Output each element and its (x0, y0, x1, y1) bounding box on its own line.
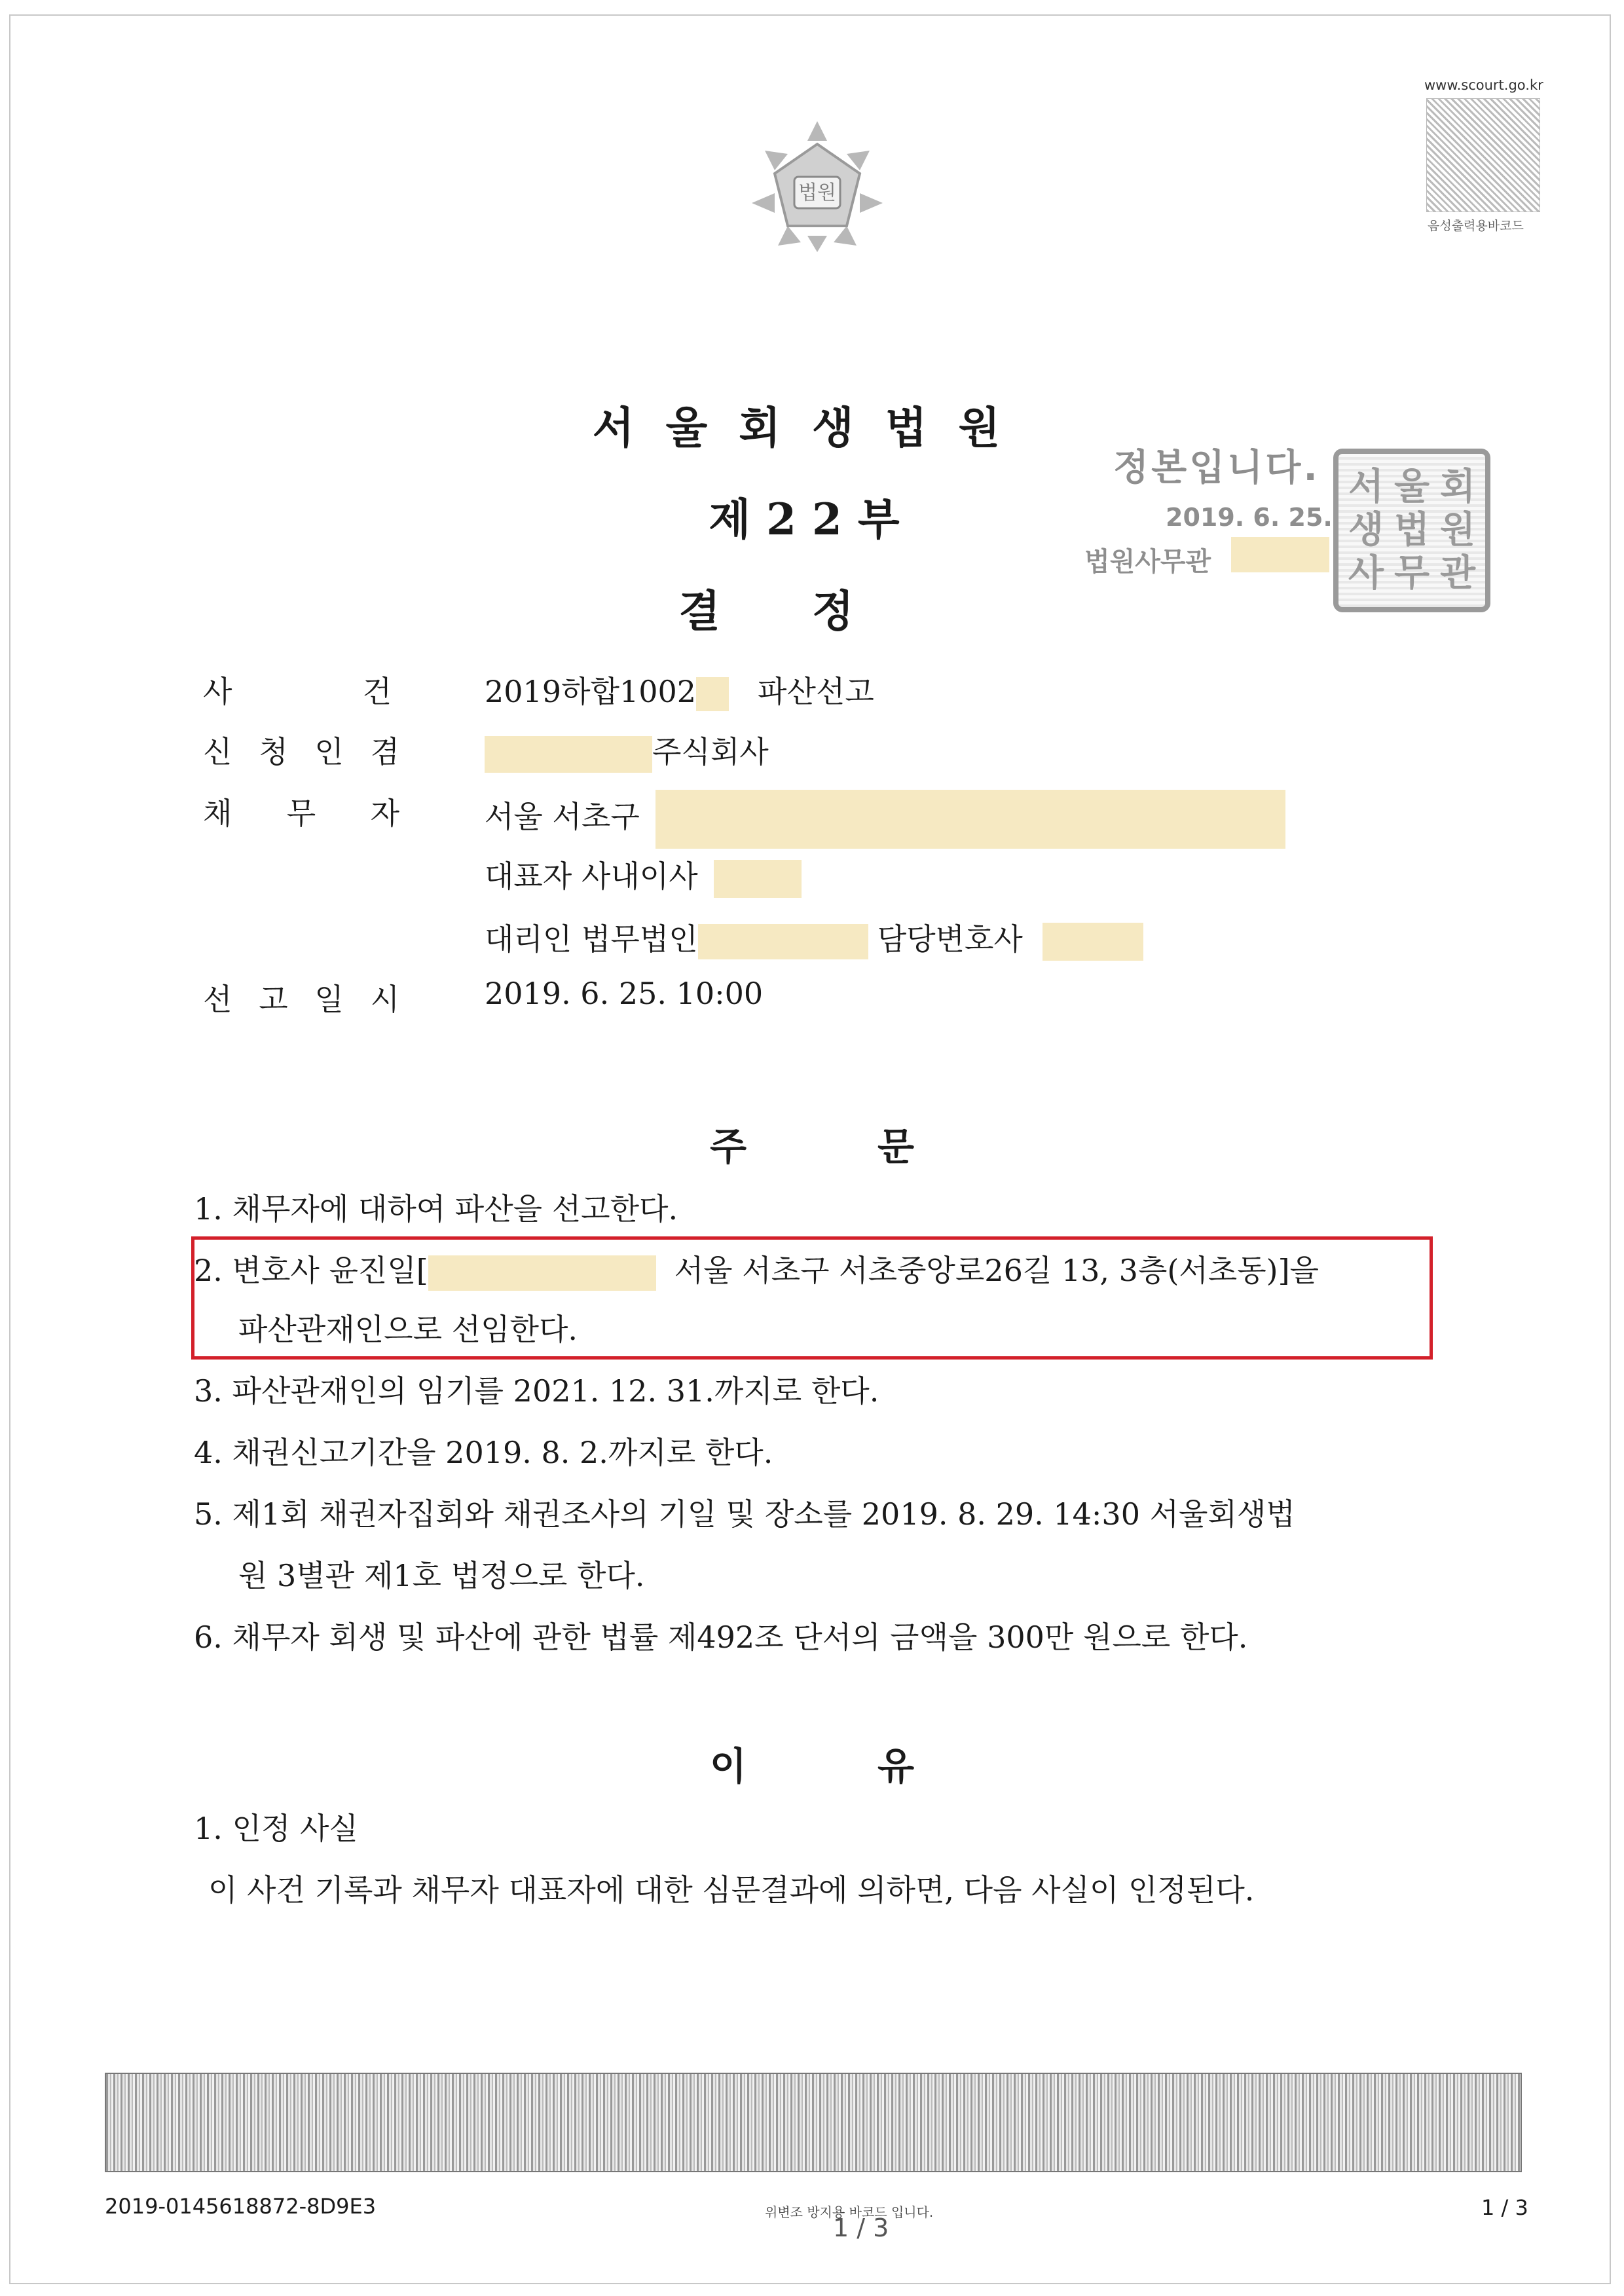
department: 제22부 (709, 494, 915, 545)
stamp-title: 정본입니다. (1113, 447, 1320, 489)
case-number: 2019하합1002 (485, 674, 697, 709)
redaction (1231, 537, 1329, 572)
label-case: 사 건 (203, 674, 392, 709)
emblem-text: 법원 (798, 181, 836, 204)
redaction (696, 677, 729, 711)
representative-row (485, 853, 802, 898)
seal-char: 무 (1393, 552, 1430, 595)
decision-title: 결정 (678, 585, 946, 637)
seal-char: 관 (1439, 552, 1476, 595)
page-number: 1 / 3 (1481, 2195, 1528, 2220)
order-item-2-cont: 파산관재인으로 선임한다. (238, 1312, 578, 1347)
redaction (485, 736, 652, 773)
agent-label: 대리인 법무법인 (485, 921, 698, 957)
stamp-office: 법원사무관 (1084, 547, 1211, 577)
document-number: 2019-0145618872-8D9E3 (105, 2194, 377, 2219)
applicant-row (485, 728, 769, 773)
debtor-address-row (485, 790, 1285, 849)
case-number-row (485, 668, 874, 711)
redaction (698, 924, 868, 959)
agent-row (485, 916, 1143, 961)
barcode-notice: 위변조 방지용 바코드 입니다. (765, 2204, 934, 2220)
seal-char: 울 (1393, 466, 1430, 508)
label-applicant: 신 청 인 겸 (203, 734, 399, 769)
reason-sub-1: 1. 인정 사실 (194, 1811, 358, 1846)
stamp-date: 2019. 6. 25. (1166, 503, 1333, 532)
representative-label: 대표자 사내이사 (485, 859, 698, 894)
qr-code (1426, 98, 1540, 212)
order-item-1: 1. 채무자에 대하여 파산을 선고한다. (194, 1191, 678, 1227)
court-name: 서울회생법원 (592, 402, 1032, 453)
seal-char: 사 (1348, 552, 1384, 595)
applicant-suffix: 주식회사 (652, 734, 769, 769)
seal-char: 법 (1393, 509, 1430, 551)
court-emblem-icon (739, 118, 896, 255)
reason-heading: 이유 (709, 1744, 1046, 1788)
lawyer-label: 담당변호사 (877, 921, 1023, 957)
order-item-5-cont: 원 3별관 제1호 법정으로 한다. (238, 1558, 645, 1593)
label-debtor: 채 무 자 (203, 796, 399, 831)
order-item-3: 3. 파산관재인의 임기를 2021. 12. 31.까지로 한다. (194, 1373, 879, 1409)
order-item-6: 6. 채무자 회생 및 파산에 관한 법률 제492조 단서의 금액을 300만 원으로 한다. (194, 1620, 1248, 1655)
qr-url: www.scourt.go.kr (1424, 77, 1543, 93)
order-item-5: 5. 제1회 채권자집회와 채권조사의 기일 및 장소를 2019. 8. 29. 14:30 서울회생법 (194, 1496, 1295, 1532)
seal-char: 원 (1439, 509, 1476, 551)
page-number-center: 1 / 3 (833, 2213, 889, 2242)
order-heading: 주문 (709, 1124, 1046, 1169)
seal-char: 생 (1348, 509, 1384, 551)
redaction (655, 790, 1285, 849)
debtor-address: 서울 서초구 (485, 799, 640, 834)
reason-text-1: 이 사건 기록과 채무자 대표자에 대한 심문결과에 의하면, 다음 사실이 인정된다. (208, 1872, 1255, 1908)
anti-forgery-barcode (105, 2073, 1522, 2172)
order-item-4: 4. 채권신고기간을 2019. 8. 2.까지로 한다. (194, 1435, 773, 1470)
order-item-2: 2. 변호사 윤진일[ 서울 서초구 서초중앙로26길 13, 3층(서초동)]을 (194, 1247, 1319, 1291)
declaration-date: 2019. 6. 25. 10:00 (485, 976, 764, 1011)
redaction (714, 860, 802, 898)
qr-caption: 음성출력용바코드 (1428, 219, 1524, 233)
seal-char: 회 (1439, 466, 1476, 508)
case-type: 파산선고 (758, 674, 874, 709)
official-seal (1333, 449, 1490, 612)
highlight-box (191, 1236, 1433, 1360)
seal-char: 서 (1348, 466, 1384, 508)
redaction (1043, 923, 1143, 961)
label-date: 선 고 일 시 (203, 982, 399, 1017)
